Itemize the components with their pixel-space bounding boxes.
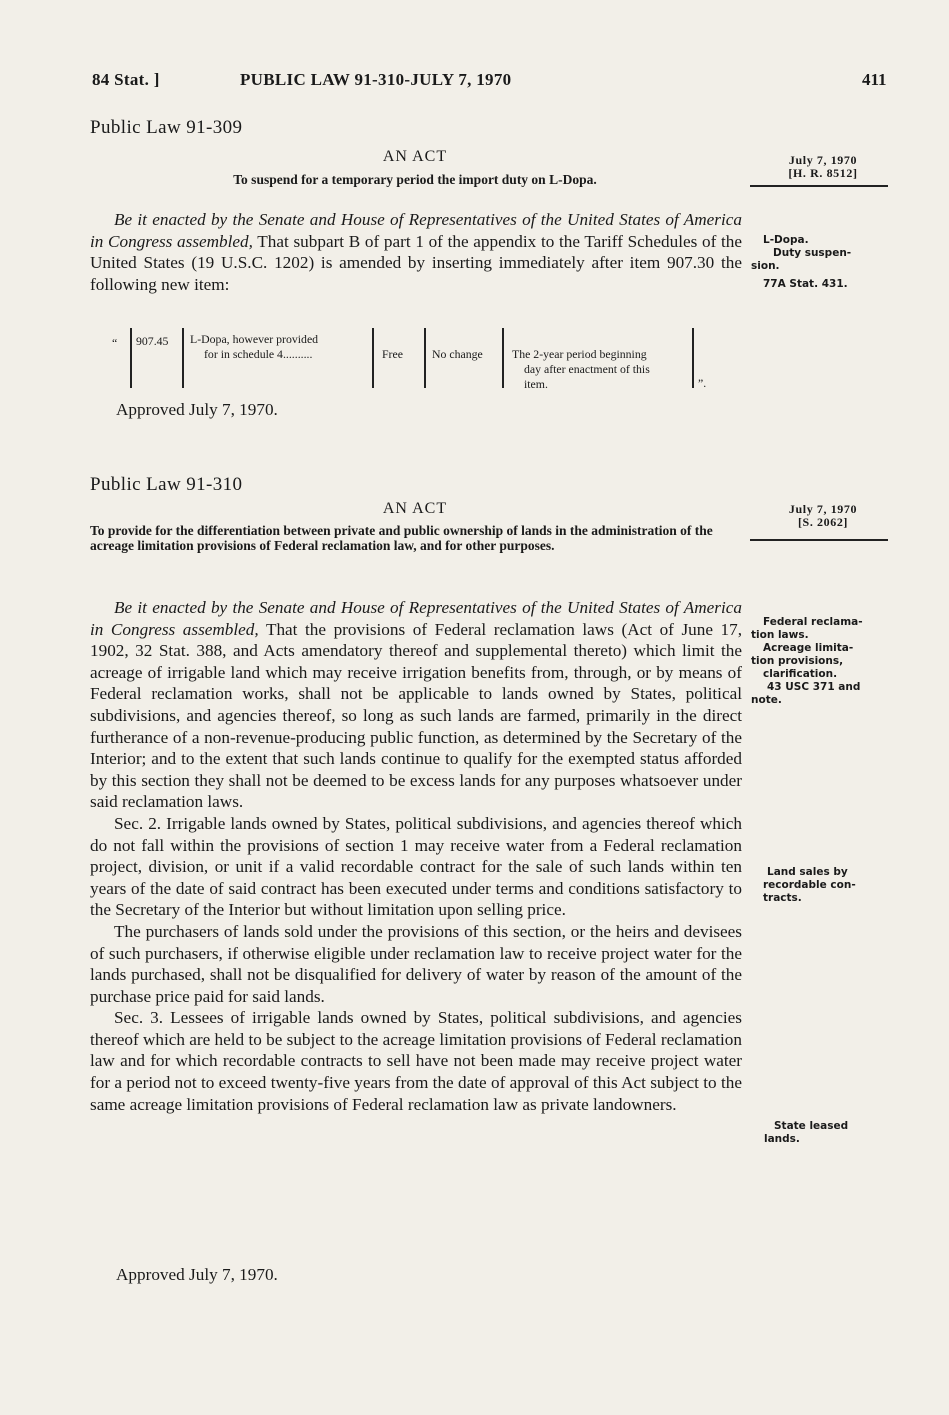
law1-margin-notes [751, 234, 893, 291]
law1-an-act: AN ACT [382, 148, 448, 165]
margin-note: 43 USC 371 and [767, 681, 861, 693]
table-rate-2: No change [432, 347, 483, 361]
law2-margin-citation [758, 503, 888, 529]
law2-margin-notes-2 [763, 866, 893, 905]
law2-approved: Approved July 7, 1970. [116, 1265, 278, 1284]
law2-margin-date: July 7, 1970 [788, 502, 858, 516]
law1-purpose: To suspend for a temporary period the import duty on L-Dopa. [233, 172, 597, 187]
table-period-1: The 2-year period beginning [512, 347, 647, 361]
table-description-2: for in schedule 4.......... [204, 347, 313, 361]
margin-note: clarification. [763, 668, 838, 680]
margin-note-ldopa: L-Dopa. [763, 234, 809, 246]
law2-body [90, 597, 742, 1115]
law2-margin-bill: [S. 2062] [797, 515, 849, 529]
law1-body [90, 209, 742, 295]
law1-margin-rule [750, 185, 888, 187]
margin-note: tion laws. [751, 629, 809, 641]
margin-note-suspension: sion. [751, 260, 780, 272]
margin-note: note. [751, 694, 782, 706]
table-rate-1: Free [382, 347, 403, 361]
running-header-title: PUBLIC LAW 91-310-JULY 7, 1970 [240, 70, 512, 89]
law1-approved: Approved July 7, 1970. [116, 400, 278, 419]
law2-section-2-purchasers: The purchasers of lands sold under the provisions of this section, or the heirs and devisees of such purchasers, if otherwise eligible under reclamation law to receive project water for the lands purchased, shall not be disqualified for delivery of water by reason of the amount of the purchase price paid for said lands. [90, 921, 742, 1006]
law2-purpose-text: To provide for the differentiation between private and public ownership of lands in the administration of the acreage limitation provisions of Federal reclamation law, and for other purposes. [90, 523, 713, 553]
law2-section-1 [90, 597, 742, 813]
tariff-item-table [112, 328, 712, 390]
table-open-quote: “ [112, 336, 118, 350]
margin-note-stat: 77A Stat. 431. [763, 278, 848, 290]
page-number: 411 [862, 70, 887, 89]
law2-para1: That the provisions of Federal reclamation laws (Act of June 17, 1902, 32 Stat. 388, and Acts amendatory thereof and supplemental thereto) which limit the acreage of irrigable land which may receive irrigation benefits from, through, or by means of Federal reclamation works, shall not be applicable to lands owned by States, political subdivisions, and agencies thereof, so long as such lands are farmed, primarily in the direct furtherance of a non-revenue-producing public function, as determined by the Secretary of the Interior; and to the extent that such lands continue to qualify for the exempted status afforded by this section they shall not be deemed to be excess lands for any purposes whatsoever under said reclamation laws. [90, 619, 742, 812]
table-rule [502, 328, 504, 388]
table-period-3: item. [524, 377, 548, 391]
margin-note: Acreage limita- [763, 642, 854, 654]
margin-note: Federal reclama- [763, 616, 863, 628]
law2-an-act: AN ACT [382, 500, 448, 517]
law1-margin-date: July 7, 1970 [788, 153, 858, 167]
table-rule [692, 328, 694, 388]
table-rule [130, 328, 132, 388]
law1-enacting-clause: Be it enacted by the Senate and House of Representatives of the United States of America in Congress assembled, [90, 210, 742, 251]
table-rule [424, 328, 426, 388]
law2-section-3: Sec. 3. Lessees of irrigable lands owned by States, political subdivisions, and agencies thereof which are held to be subject to the acreage limitation provisions of Federal reclamation law and for which recordable contracts to sell have not been made may receive project water for a period not to exceed twenty-five years from the date of approval of this Act subject to the same acreage limitation provisions of Federal reclamation law as private landowners. [90, 1008, 742, 1114]
law1-title: Public Law 91-309 [90, 117, 243, 138]
table-item-number: 907.45 [136, 334, 169, 348]
table-close-quote: ”. [698, 376, 707, 390]
margin-note: Land sales by [767, 866, 848, 878]
margin-note: State leased [774, 1120, 849, 1132]
law2-title: Public Law 91-310 [90, 474, 243, 495]
law2-purpose [90, 523, 740, 553]
law1-body-text: That subpart B of part 1 of the appendix to the Tariff Schedules of the United States (19 U.S.C. 1202) is amended by inserting immediately after item 907.30 the following new item: [90, 231, 742, 294]
law1-margin-citation [758, 154, 888, 180]
margin-note: tracts. [763, 892, 802, 904]
table-rule [372, 328, 374, 388]
law2-section-2: Sec. 2. Irrigable lands owned by States, political subdivisions, and agencies thereof which do not fall within the provisions of section 1 may receive water from a Federal reclamation project, division, or unit if a valid recordable contract for the sale of such lands within ten years of the date of said contract has been executed under terms and conditions satisfactory to the Secretary of the Interior but without limitation upon selling price. [90, 813, 742, 920]
law2-margin-rule [750, 539, 888, 541]
law2-enacting-clause: Be it enacted by the Senate and House of Representatives of the United States of America in Congress assembled, [90, 598, 742, 639]
law2-margin-notes-1 [751, 616, 893, 707]
margin-note-duty: Duty suspen- [773, 247, 852, 259]
running-header-volume: 84 Stat. ] [92, 70, 160, 89]
margin-note: recordable con- [763, 879, 856, 891]
margin-note: lands. [764, 1133, 800, 1145]
table-period-2: day after enactment of this [524, 362, 650, 376]
table-rule [182, 328, 184, 388]
margin-note: tion provisions, [751, 655, 844, 667]
law1-margin-bill: [H. R. 8512] [788, 166, 858, 180]
law2-margin-notes-3 [764, 1120, 900, 1146]
table-description-1: L-Dopa, however provided [190, 332, 319, 346]
